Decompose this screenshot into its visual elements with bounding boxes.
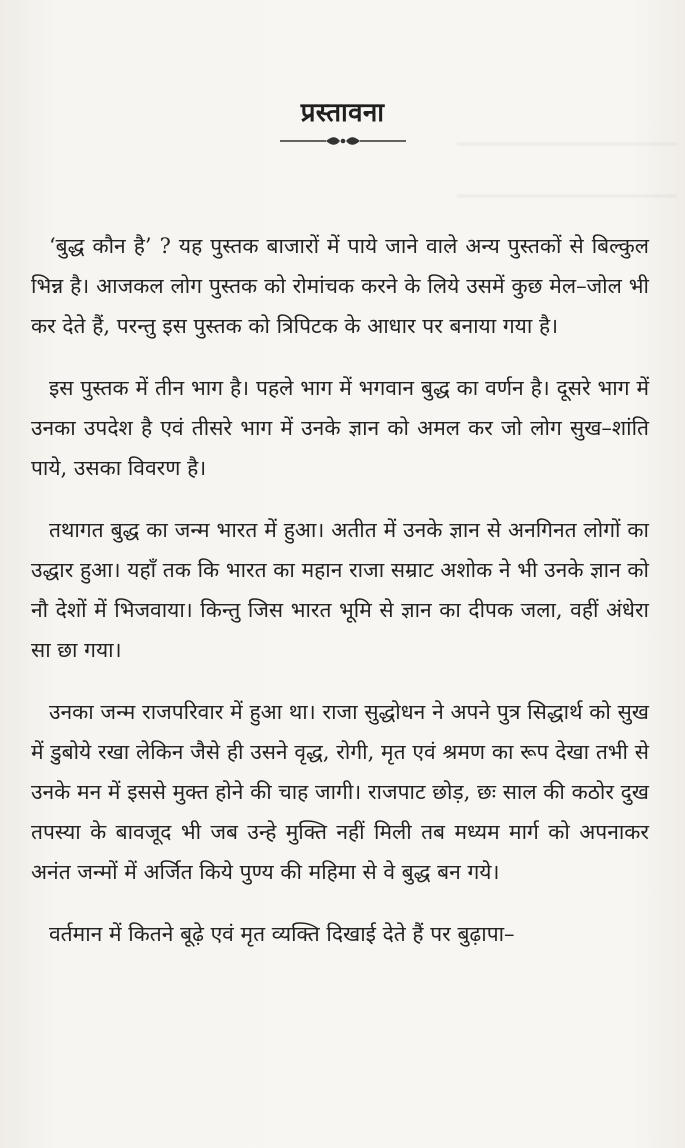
paragraph-3: तथागत बुद्ध का जन्म भारत में हुआ। अतीत में उनके ज्ञान से अनगिनत लोगों का उद्धार हुआ। यहाँ तक कि भारत का महान राजा सम्राट अशोक ने भी उनके ज्ञान को नौ देशों में भिजवाया। किन्तु जिस भारत भूमि से ज्ञान का दीपक जला, वहीं अंधेरा सा छा गया। [31, 518, 649, 662]
page-title: प्रस्तावना [300, 98, 385, 128]
paragraph-1: ‘बुद्ध कौन है’ ? यह पुस्तक बाजारों में पाये जाने वाले अन्य पुस्तकों से बिल्कुल भिन्न है। आजकल लोग पुस्तक को रोमांचक करने के लिये उसमें कुछ मेल–जोल भी कर देते हैं, परन्तु इस पुस्तक को त्रिपिटक के आधार पर बनाया गया है। [31, 234, 649, 338]
main-text [31, 226, 649, 954]
title-section [0, 96, 685, 148]
paragraph-4: उनका जन्म राजपरिवार में हुआ था। राजा सुद्धोधन ने अपने पुत्र सिद्धार्थ को सुख में डुबोये रखा लेकिन जैसे ही उसने वृद्ध, रोगी, मृत एवं श्रमण का रूप देखा तभी से उनके मन में इससे मुक्त होने की चाह जागी। राजपाट छोड़, छः साल की कठोर दुख तपस्या के बावजूद भी जब उन्हे मुक्ति नहीं मिली तब मध्यम मार्ग को अपनाकर अनंत जन्मों में अर्जित किये पुण्य की महिमा से वे बुद्ध बन गये। [31, 700, 649, 884]
title-ornament-divider [276, 134, 410, 148]
paragraph-2: इस पुस्तक में तीन भाग है। पहले भाग में भगवान बुद्ध का वर्णन है। दूसरे भाग में उनका उपदेश है एवं तीसरे भाग में उनके ज्ञान को अमल कर जो लोग सुख–शांति पाये, उसका विवरण है। [31, 376, 649, 480]
paragraph-5: वर्तमान में कितने बूढ़े एवं मृत व्यक्ति दिखाई देते हैं पर बुढ़ापा– [49, 922, 515, 946]
